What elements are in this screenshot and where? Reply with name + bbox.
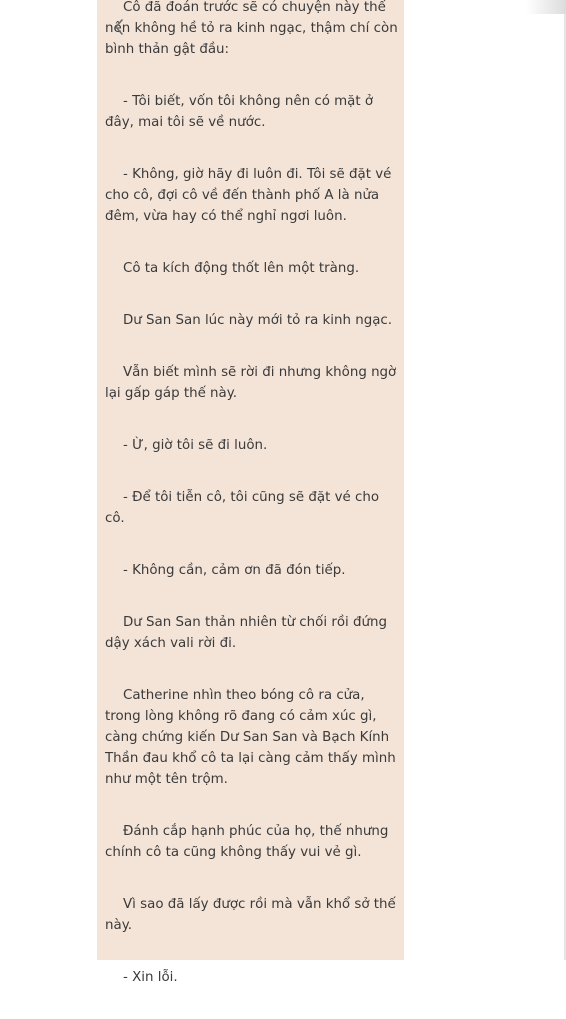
paragraph: Vẫn biết mình sẽ rời đi nhưng không ngờ lại gấp gáp thế này. [105, 365, 397, 401]
paragraph: Catherine nhìn theo bóng cô ra cửa, trong lòng không rõ đang có cảm xúc gì, càng chứng kiến Dư San San và Bạch Kính Thần đau khổ cô ta lại càng cảm thấy mình như một tên trộm. [105, 688, 396, 787]
back-button[interactable] [110, 14, 128, 40]
paragraph: Dư San San thản nhiên từ chối rồi đứng dậy xách vali rời đi. [105, 615, 387, 651]
paragraph: - Tôi biết, vốn tôi không nên có mặt ở đây, mai tôi sẽ về nước. [105, 94, 374, 130]
paragraph: - Không, giờ hãy đi luôn đi. Tôi sẽ đặt vé cho cô, đợi cô về đến thành phố A là nửa đêm, vừa hay có thể nghỉ ngơi luôn. [105, 167, 392, 224]
article-body [105, 0, 398, 1019]
paragraph: - Ừ, giờ tôi sẽ đi luôn. [123, 438, 268, 453]
paragraph: Cô đã đoán trước sẽ có chuyện này thế nên không hề tỏ ra kinh ngạc, thậm chí còn bình thản gật đầu: [105, 0, 398, 57]
paragraph: - Xin lỗi. [123, 970, 178, 985]
article-paper [97, 0, 404, 985]
paragraph: Đánh cắp hạnh phúc của họ, thế nhưng chính cô ta cũng không thấy vui vẻ gì. [105, 824, 389, 860]
corner-shadow [526, 0, 566, 14]
paragraph: Dư San San lúc này mới tỏ ra kinh ngạc. [123, 313, 393, 328]
paragraph: Cô ta kích động thốt lên một tràng. [123, 261, 360, 276]
paragraph: - Không cần, cảm ơn đã đón tiếp. [123, 563, 346, 578]
chevron-left-icon [114, 19, 124, 35]
paragraph: Vì sao đã lấy được rồi mà vẫn khổ sở thế này. [105, 897, 396, 933]
paragraph: - Để tôi tiễn cô, tôi cũng sẽ đặt vé cho cô. [105, 490, 380, 526]
